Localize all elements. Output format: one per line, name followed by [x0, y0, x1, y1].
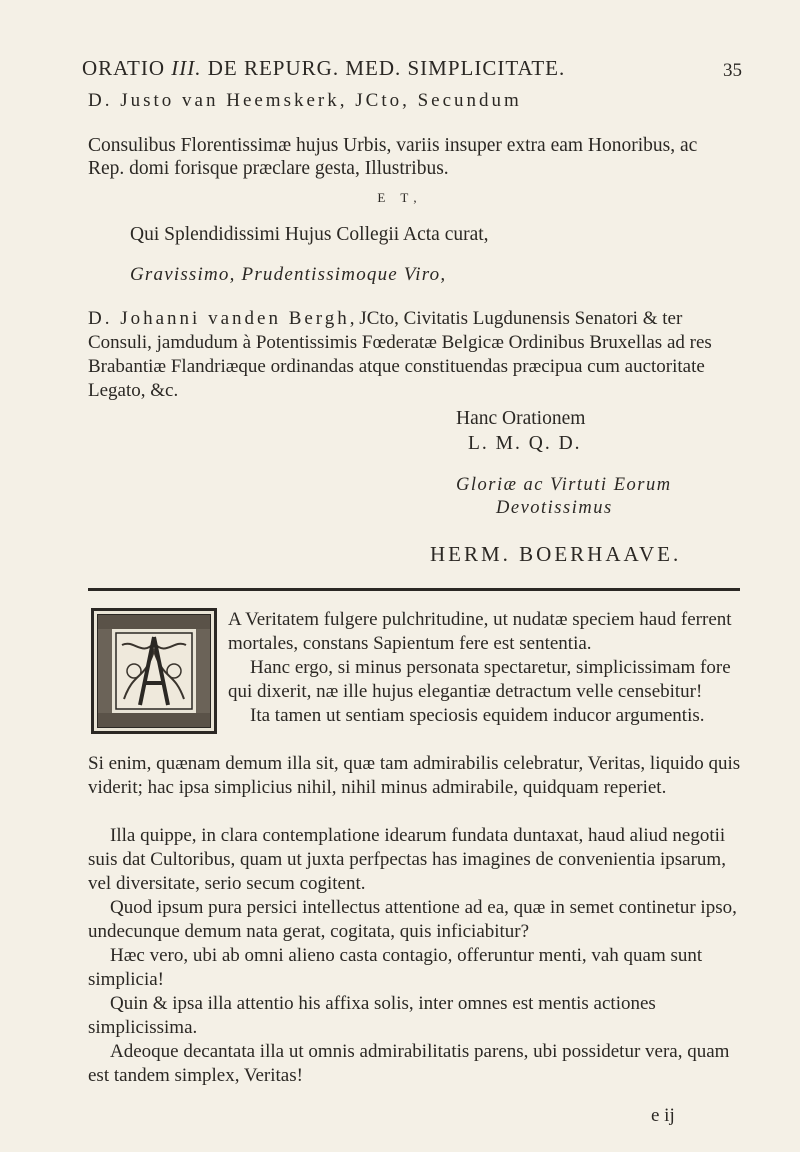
header-title-post: DE REPURG. MED. SIMPLICITATE.	[207, 56, 566, 80]
page-number: 35	[723, 60, 742, 81]
dedication-devotissimus: Devotissimus	[496, 498, 613, 518]
section-rule	[88, 588, 740, 591]
body-paragraph-4: Si enim, quænam demum illa sit, quæ tam admirabilis celebratur, Veritas, liquido quis viderit; hac ipsa simplicius nihil, nihil minus admirabile, quidquam reperiet.	[88, 753, 741, 798]
dedication-paragraph-1: Consulibus Florentissimæ hujus Urbis, variis insuper extra eam Honoribus, ac Rep. domi forisque præclare gesta, Illustribus.	[88, 135, 698, 179]
recipient2-name: D. Johanni vanden Bergh	[88, 308, 350, 329]
dedication-italic-line: Gravissimo, Prudentissimoque Viro,	[130, 264, 447, 285]
wrapped-paragraph-1	[228, 608, 742, 656]
running-header	[82, 56, 722, 81]
header-title-pre: ORATIO	[82, 56, 165, 80]
recipient2-text: , JCto, Civitatis Lugdunensis Senatori & ter Consuli, jamdudum à Potentissimis Fœderatæ Belgicæ Ordinibus Bruxellas ad res Brabantiæ Flandriæque ordinandas atque constituendas præcipua cum auctoritate Legato, &c.	[88, 308, 712, 401]
body-paragraph-5: Illa quippe, in clara contemplatione idearum fundata duntaxat, haud aliud negotii suis dat Cultoribus, quam ut juxta perfpectas has imagines de convenientia ipsarum, vel diversitate, serio secum cogitent.	[88, 825, 726, 894]
dedication-gloria: Gloriæ ac Virtuti Eorum	[456, 475, 672, 495]
recipient1-name: D. Justo van Heemskerk	[88, 90, 340, 111]
body-paragraph-9: Adeoque decantata illa ut omnis admirabilitatis parens, ubi possidetur vera, quam est tandem simplex, Veritas!	[88, 1041, 730, 1086]
recipient1-title: , JCto, Secundum	[339, 90, 522, 111]
wrapped-paragraph-3: Ita tamen ut sentiam speciosis equidem inducor argumentis.	[250, 705, 705, 726]
dedication-paragraph-2: Qui Splendidissimi Hujus Collegii Acta curat,	[130, 224, 489, 245]
author-signature: HERM. BOERHAAVE.	[430, 542, 682, 566]
dedication-line-1	[88, 90, 522, 112]
initial-letter: A	[228, 609, 241, 630]
dedication-et: E T,	[377, 190, 423, 205]
ornament-drawing	[94, 611, 214, 731]
catchword: e ij	[651, 1105, 675, 1126]
dedication-lmqd: L. M. Q. D.	[468, 433, 582, 454]
dedication-hanc: Hanc Orationem	[456, 408, 586, 429]
wrapped-paragraph-2: Hanc ergo, si minus personata spectaretur, simplicissimam fore qui dixerit, næ ille hujus elegantiæ detractum velle censebitur!	[228, 657, 731, 702]
body-paragraph-8: Quin & ipsa illa attentio his affixa solis, inter omnes est mentis actiones simplicissima.	[88, 993, 656, 1038]
decorated-initial-icon	[91, 608, 217, 734]
body-paragraph-6: Quod ipsum pura persici intellectus attentione ad ea, quæ in semet continetur ipso, undecunque demum nata gerat, cogitata, quis inficiabitur?	[88, 897, 737, 942]
header-title-num: III.	[171, 56, 202, 80]
body-paragraph-7: Hæc vero, ubi ab omni alieno casta contagio, offeruntur menti, vah quam sunt simplicia!	[88, 945, 703, 990]
wrapped-paragraph-1-text: Veritatem fulgere pulchritudine, ut nudatæ speciem haud ferrent mortales, constans Sapientum fere est sententia.	[228, 609, 732, 654]
dedication-paragraph-3	[88, 307, 738, 403]
wrapped-text-block	[228, 608, 742, 728]
